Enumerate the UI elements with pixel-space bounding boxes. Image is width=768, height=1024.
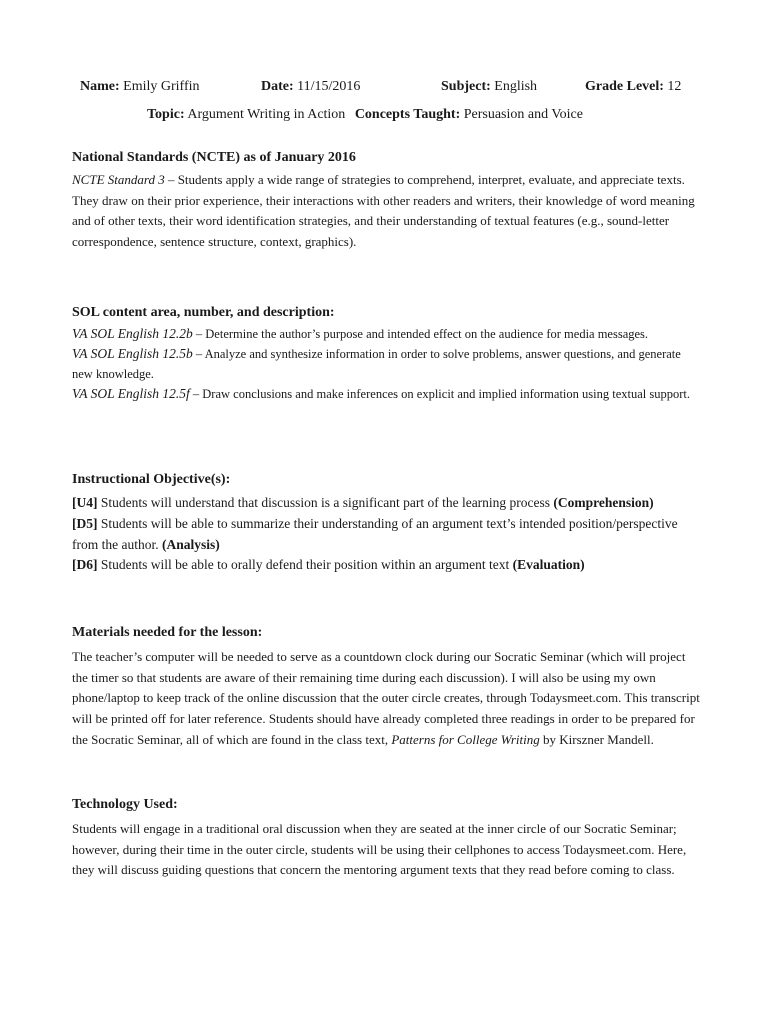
ncte-standard-label: NCTE Standard 3 (72, 172, 165, 187)
objective-text: Students will understand that discussion is a significant part of the learning process (97, 495, 554, 510)
grade-label: Grade Level: (585, 79, 664, 94)
objective-level: (Evaluation) (512, 557, 585, 573)
subject-value: English (494, 79, 538, 94)
objective-code: [D5] (72, 515, 98, 531)
topic-label: Topic: (147, 107, 185, 122)
grade-level-field (585, 79, 681, 95)
national-standards-heading: National Standards (NCTE) as of January 2016 (72, 150, 356, 165)
objective-text: Students will be able to orally defend their position within an argument text (97, 557, 513, 573)
ncte-standard-text: – Students apply a wide range of strategies to comprehend, interpret, evaluate, and appreciate texts. They draw on their prior experience, their interactions with other readers and writers, their knowledge of word meaning and of other texts, their word identification strategies, and their understanding of textual features (e.g., sound-letter correspondence, sentence structure, context, graphics). (72, 172, 695, 249)
name-field (80, 79, 200, 95)
sol-item-text: – Determine the author’s purpose and intended effect on the audience for media messages. (192, 327, 649, 341)
date-label: Date: (261, 79, 294, 94)
technology-section (72, 797, 702, 881)
objective-code: [U4] (72, 495, 98, 510)
materials-section (72, 625, 702, 751)
objective-item (72, 514, 702, 556)
sol-heading: SOL content area, number, and description: (72, 305, 335, 320)
objectives-heading: Instructional Objective(s): (72, 472, 231, 487)
subject-label: Subject: (441, 79, 491, 94)
topic-row (147, 107, 583, 123)
date-field (261, 79, 360, 95)
sol-item-label: VA SOL English 12.5f (72, 386, 190, 401)
objective-item (72, 493, 702, 514)
materials-paragraph (72, 647, 702, 751)
sol-item (72, 324, 702, 344)
objective-item (72, 555, 702, 576)
concepts-value: Persuasion and Voice (463, 107, 583, 122)
technology-paragraph: Students will engage in a traditional oral discussion when they are seated at the inner circle of our Socratic Seminar; however, during their time in the outer circle, students will be using their cellphones to access Todaysmeet.com. Here, they will discuss guiding questions that concern the mentoring argument texts that they read before coming to class. (72, 821, 687, 878)
technology-heading: Technology Used: (72, 797, 178, 812)
book-title: Patterns for College Writing (391, 731, 540, 747)
sol-item-text: – Analyze and synthesize information in order to solve problems, answer questions, and generate new knowledge. (72, 347, 681, 381)
date-value: 11/15/2016 (297, 79, 361, 94)
objective-level: (Comprehension) (553, 495, 654, 510)
objective-level: (Analysis) (161, 536, 220, 552)
ncte-standard-paragraph (72, 170, 702, 252)
name-value: Emily Griffin (123, 79, 200, 94)
subject-field (441, 79, 537, 95)
national-standards-section (72, 150, 702, 252)
grade-value: 12 (667, 79, 682, 94)
objective-text: Students will be able to summarize their understanding of an argument text’s intended position/perspective from the author. (72, 515, 678, 552)
sol-section (72, 305, 702, 404)
concepts-label: Concepts Taught: (354, 107, 461, 122)
objectives-section (72, 472, 702, 576)
objective-code: [D6] (72, 557, 98, 573)
materials-text: The teacher’s computer will be needed to serve as a countdown clock during our Socratic Seminar (which will project the timer so that students are aware of their remaining time during each discussion). I will also be using my own phone/laptop to keep track of the online discussion that the outer circle creates, through Todaysmeet.com. This transcript will be printed off for later reference. Students should have already completed three readings in order to be prepared for the Socratic Seminar, all of which are found in the class text, (72, 649, 700, 747)
materials-heading: Materials needed for the lesson: (72, 625, 263, 640)
sol-item (72, 344, 702, 384)
topic-value: Argument Writing in Action (187, 107, 346, 122)
sol-item (72, 384, 702, 404)
sol-item-label: VA SOL English 12.2b (72, 326, 193, 341)
sol-item-label: VA SOL English 12.5b (72, 346, 193, 361)
materials-text-end: by Kirszner Mandell. (539, 731, 654, 747)
name-label: Name: (80, 79, 120, 94)
sol-item-text: – Draw conclusions and make inferences on explicit and implied information using textual support. (189, 387, 690, 401)
